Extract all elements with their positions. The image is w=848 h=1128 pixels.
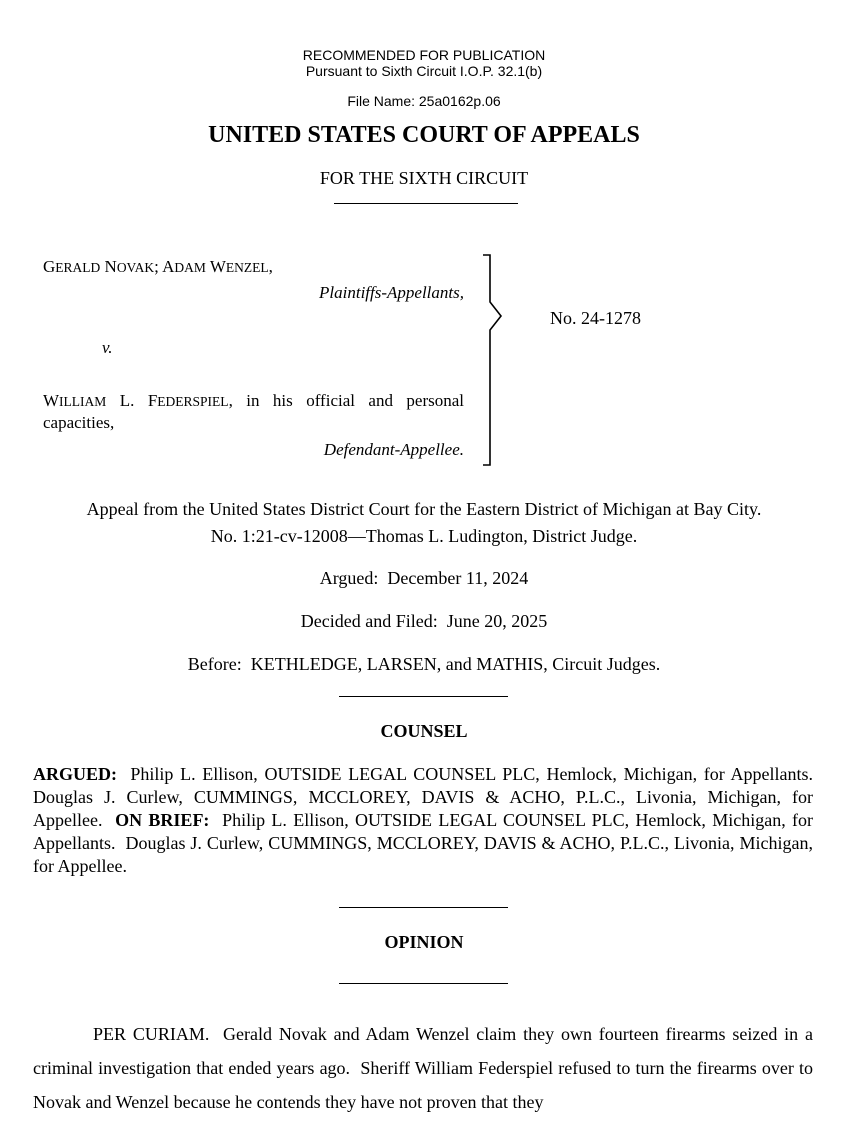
caption-bracket bbox=[480, 253, 510, 469]
circuit-name: FOR THE SIXTH CIRCUIT bbox=[319, 168, 529, 188]
plaintiffs-role: Plaintiffs-Appellants, bbox=[319, 283, 464, 302]
section-rule bbox=[339, 907, 508, 908]
appeal-line: Appeal from the United States District Court for the Eastern District of Michigan at Bay City. bbox=[86, 499, 762, 519]
decided-date: Decided and Filed: June 20, 2025 bbox=[300, 611, 548, 631]
opinion-heading: OPINION bbox=[384, 932, 464, 952]
opinion-paragraph: PER CURIAM. Gerald Novak and Adam Wenzel claim they own fourteen firearms seized in a criminal investigation that ended years ago. Sheriff William Federspiel refused to turn the firearms over to Novak and Wenzel because he contends they have not proven that they bbox=[33, 1024, 818, 1112]
counsel-heading: COUNSEL bbox=[380, 721, 468, 741]
defendant-role: Defendant-Appellee. bbox=[323, 440, 464, 459]
defendant-name: WILLIAM L. FEDERSPIEL, in his official and personal capacities, bbox=[43, 391, 464, 432]
plaintiff-name: GERALD NOVAK; bbox=[43, 257, 159, 276]
argued-date: Argued: December 11, 2024 bbox=[319, 568, 529, 588]
case-number: No. 24-1278 bbox=[550, 308, 641, 328]
section-rule bbox=[339, 983, 508, 984]
section-rule bbox=[339, 696, 508, 697]
on-brief-label: ON BRIEF: bbox=[115, 810, 210, 830]
court-title: UNITED STATES COURT OF APPEALS bbox=[208, 122, 640, 148]
versus: v. bbox=[102, 338, 113, 357]
argued-label: ARGUED: bbox=[33, 764, 117, 784]
plaintiff-name: ADAM WENZEL, bbox=[162, 257, 273, 276]
counsel-text: ARGUED: Philip L. Ellison, OUTSIDE LEGAL COUNSEL PLC, Hemlock, Michigan, for Appellants. Douglas J. Curlew, CUMMINGS, MCCLOREY, DAVIS & ACHO, P.L.C., Livonia, Michigan, for Appellee. ON BRIEF: Philip L. Ellison, OUTSIDE LEGAL COUNSEL PLC, Hemlock, Michigan, for Appellants. Douglas J. Curlew, CUMMINGS, MCCLOREY, DAVIS & ACHO, P.L.C., Livonia, Michigan, for Appellee. bbox=[33, 764, 822, 876]
plaintiffs-names bbox=[43, 257, 273, 278]
panel-judges: Before: KETHLEDGE, LARSEN, and MATHIS, Circuit Judges. bbox=[187, 654, 661, 674]
file-name: File Name: 25a0162p.06 bbox=[347, 93, 501, 109]
header-rule bbox=[334, 203, 518, 204]
district-case-line: No. 1:21-cv-12008—Thomas L. Ludington, District Judge. bbox=[210, 526, 638, 546]
pursuant-line: Pursuant to Sixth Circuit I.O.P. 32.1(b) bbox=[305, 63, 543, 79]
publication-notice: RECOMMENDED FOR PUBLICATION bbox=[302, 47, 546, 63]
